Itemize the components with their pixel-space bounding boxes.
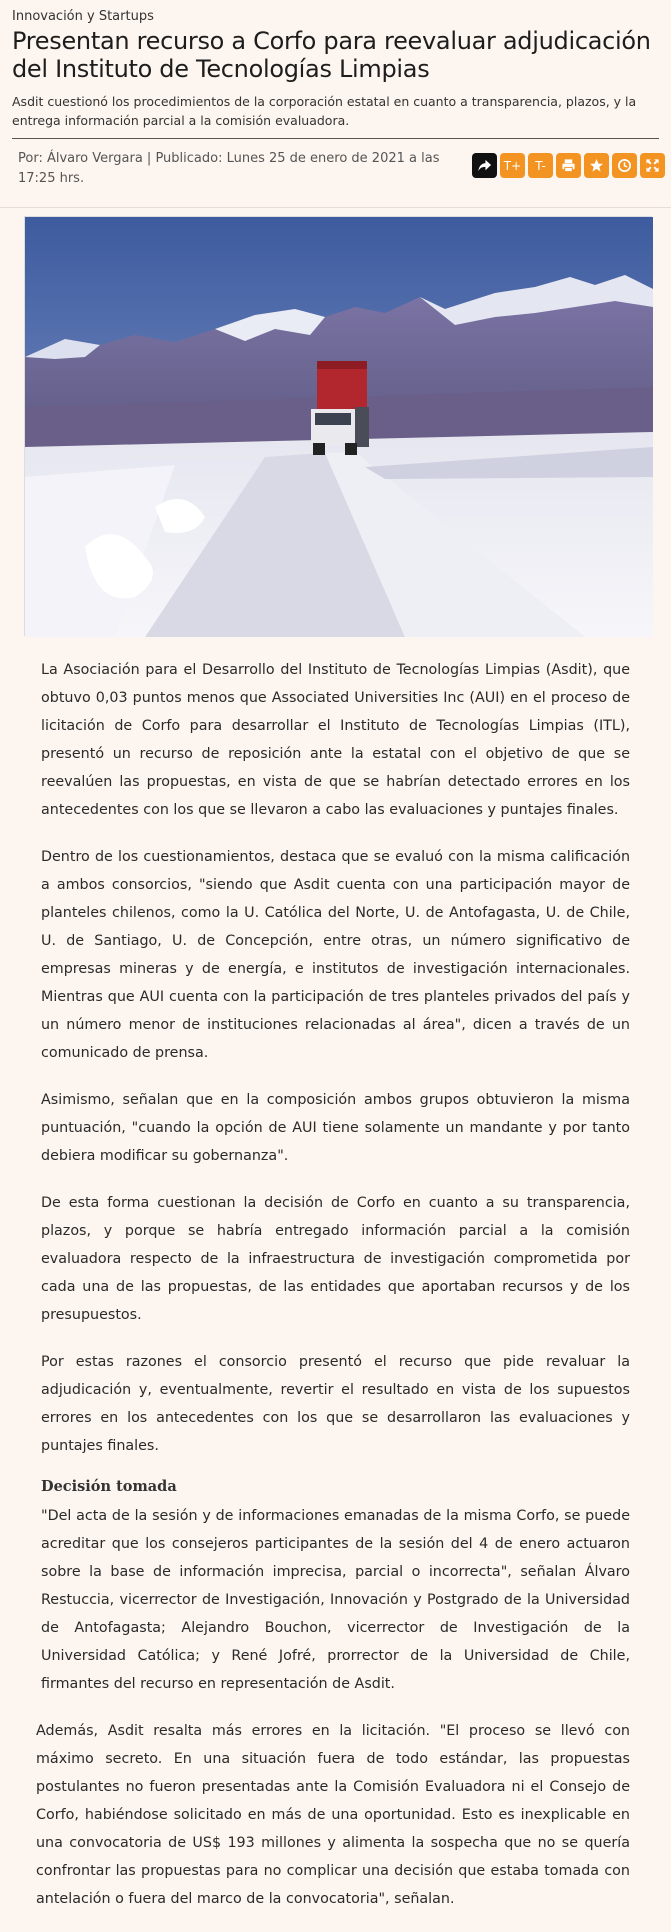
print-icon <box>561 158 576 173</box>
paragraph: Dentro de los cuestionamientos, destaca que se evaluó con la misma calificación a ambos consorcios, "siendo que Asdit cuenta con una participación mayor de planteles chilenos, como la U. Católica del Norte, U. de Antofagasta, U. de Chile, U. de Santiago, U. de Concepción, entre otras, un número significativo de empresas mineras y de energía, e institutos de investigación internacionales. Mientras que AUI cuenta con la participación de tres planteles privados del país y un número menor de instituciones relacionadas al área", dicen a través de un comunicado de prensa. <box>41 849 630 1061</box>
meta-divider <box>0 207 671 208</box>
article-header <box>0 0 671 130</box>
article-body <box>36 656 630 1932</box>
paragraph: La Asociación para el Desarrollo del Instituto de Tecnologías Limpias (Asdit), que obtuvo 0,03 puntos menos que Associated Universities Inc (AUI) en el proceso de licitación de Corfo para desarrollar el Instituto de Tecnologías Limpias (ITL), presentó un recurso de reposición ante la estatal con el objetivo de que se reevalúen las propuestas, en vista de que se habrían detectado errores en los antecedentes con los que se llevaron a cabo las evaluaciones y puntajes finales. <box>41 662 630 818</box>
article-photo <box>24 216 652 636</box>
font-decrease-button[interactable]: T- <box>528 153 553 178</box>
article-toolbar <box>472 153 665 178</box>
section-subheading: Decisión tomada <box>41 1478 177 1495</box>
salt-flat-truck-image <box>25 217 653 637</box>
article-subtitle: Asdit cuestionó los procedimientos de la corporación estatal en cuanto a transparencia, plazos, y la entrega información parcial a la comisión evaluadora. <box>12 94 637 128</box>
print-button[interactable] <box>556 153 581 178</box>
star-icon <box>589 158 604 173</box>
paragraph: Asimismo, señalan que en la composición ambos grupos obtuvieron la misma puntuación, "cuando la opción de AUI tiene solamente un mandante y por tanto debiera modificar su gobernanza". <box>41 1092 630 1164</box>
fullscreen-button[interactable] <box>640 153 665 178</box>
meta-row <box>0 139 671 187</box>
paragraph: "Del acta de la sesión y de informaciones emanadas de la misma Corfo, se puede acreditar que los consejeros participantes de la sesión del 4 de enero actuaron sobre la base de información imprecisa, parcial o incorrecta", señalan Álvaro Restuccia, vicerrector de Investigación, Innovación y Postgrado de la Universidad de Antofagasta; Alejandro Bouchon, vicerrector de Investigación de la Universidad Católica; y René Jofré, prorrector de la Universidad de Chile, firmantes del recurso en representación de Asdit. <box>41 1508 630 1692</box>
section-tag[interactable]: Innovación y Startups <box>12 9 154 24</box>
share-button[interactable] <box>472 153 497 178</box>
read-later-button[interactable] <box>612 153 637 178</box>
font-increase-button[interactable]: T+ <box>500 153 525 178</box>
expand-icon <box>645 158 660 173</box>
share-arrow-icon <box>477 158 492 173</box>
byline: Por: Álvaro Vergara | Publicado: Lunes 25 de enero de 2021 a las 17:25 hrs. <box>18 151 440 186</box>
paragraph: Por estas razones el consorcio presentó el recurso que pide revaluar la adjudicación y, eventualmente, revertir el resultado en vista de los supuestos errores en los antecedentes con los que se desarrollaron las evaluaciones y puntajes finales. <box>41 1354 630 1454</box>
article-title: Presentan recurso a Corfo para reevaluar adjudicación del Instituto de Tecnologías Limpias <box>12 27 651 83</box>
clock-icon <box>617 158 632 173</box>
paragraph: Además, Asdit resalta más errores en la licitación. "El proceso se llevó con máximo secreto. En una situación fuera de todo estándar, las propuestas postulantes no fueron presentadas ante la Comisión Evaluadora ni el Consejo de Corfo, habiéndose solicitado en más de una oportunidad. Esto es inexplicable en una convocatoria de US$ 193 millones y alimenta la sospecha que no se quería confrontar las propuestas para no complicar una decisión que estaba tomada con antelación o fuera del marco de la convocatoria", señalan. <box>36 1723 630 1907</box>
favorite-button[interactable] <box>584 153 609 178</box>
paragraph: De esta forma cuestionan la decisión de Corfo en cuanto a su transparencia, plazos, y porque se habría entregado información parcial a la comisión evaluadora respecto de la infraestructura de investigación comprometida por cada una de las propuestas, de las entidades que aportaban recursos y de los presupuestos. <box>41 1195 630 1323</box>
